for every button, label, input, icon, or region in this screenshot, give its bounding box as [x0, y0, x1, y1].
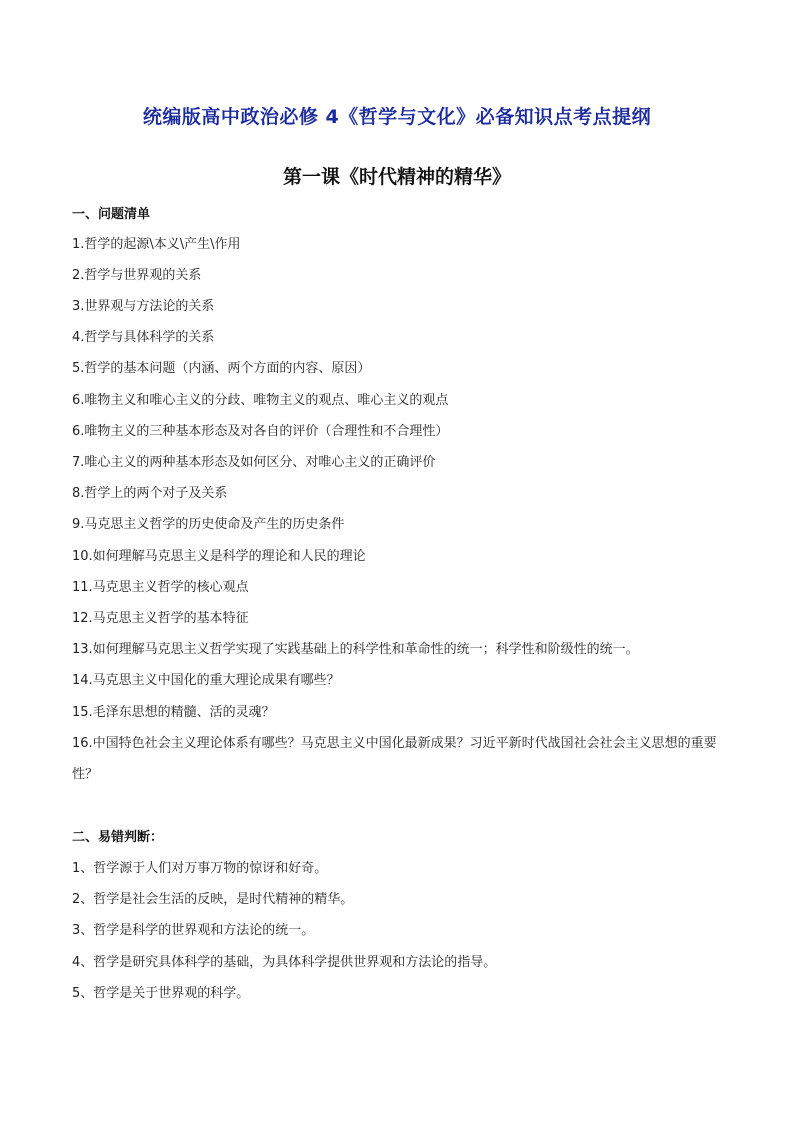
section-heading-true-false: 二、易错判断：	[72, 830, 164, 845]
list-item: 9.马克思主义哲学的历史使命及产生的历史条件	[72, 517, 345, 532]
document-title: 统编版高中政治必修 4《哲学与文化》必备知识点考点提纲	[142, 106, 652, 128]
list-item: 6.唯物主义的三种基本形态及对各自的评价（合理性和不合理性）	[72, 424, 449, 439]
list-item: 5、哲学是关于世界观的科学。	[72, 986, 250, 1001]
list-item: 4.哲学与具体科学的关系	[72, 330, 215, 345]
list-item: 16.中国特色社会主义理论体系有哪些？马克思主义中国化最新成果？习近平新时代战国社会社会主义思想的重要性？	[72, 736, 717, 782]
list-item: 1、哲学源于人们对万事万物的惊讶和好奇。	[72, 861, 328, 876]
list-item: 13.如何理解马克思主义哲学实现了实践基础上的科学性和革命性的统一；科学性和阶级性的统一。	[72, 642, 639, 657]
list-item: 2、哲学是社会生活的反映，是时代精神的精华。	[72, 892, 354, 907]
list-item: 12.马克思主义哲学的基本特征	[72, 611, 249, 626]
list-item: 2.哲学与世界观的关系	[72, 268, 202, 283]
list-item: 6.唯物主义和唯心主义的分歧、唯物主义的观点、唯心主义的观点	[72, 393, 449, 408]
list-item: 5.哲学的基本问题（内涵、两个方面的内容、原因）	[72, 361, 371, 376]
list-item: 11.马克思主义哲学的核心观点	[72, 580, 249, 595]
list-item: 4、哲学是研究具体科学的基础，为具体科学提供世界观和方法论的指导。	[72, 955, 497, 970]
list-item: 15.毛泽东思想的精髓、活的灵魂？	[72, 705, 275, 720]
list-item: 14.马克思主义中国化的重大理论成果有哪些？	[72, 673, 340, 688]
list-item: 7.唯心主义的两种基本形态及如何区分、对唯心主义的正确评价	[72, 455, 436, 470]
list-item: 10.如何理解马克思主义是科学的理论和人民的理论	[72, 549, 366, 564]
lesson-title: 第一课《时代精神的精华》	[282, 166, 511, 188]
list-item: 3、哲学是科学的世界观和方法论的统一。	[72, 923, 315, 938]
list-item: 1.哲学的起源\本义\产生\作用	[72, 237, 241, 252]
list-item: 3.世界观与方法论的关系	[72, 299, 215, 314]
section-heading-question-list: 一、问题清单	[72, 207, 151, 222]
list-item: 8.哲学上的两个对子及关系	[72, 486, 228, 501]
